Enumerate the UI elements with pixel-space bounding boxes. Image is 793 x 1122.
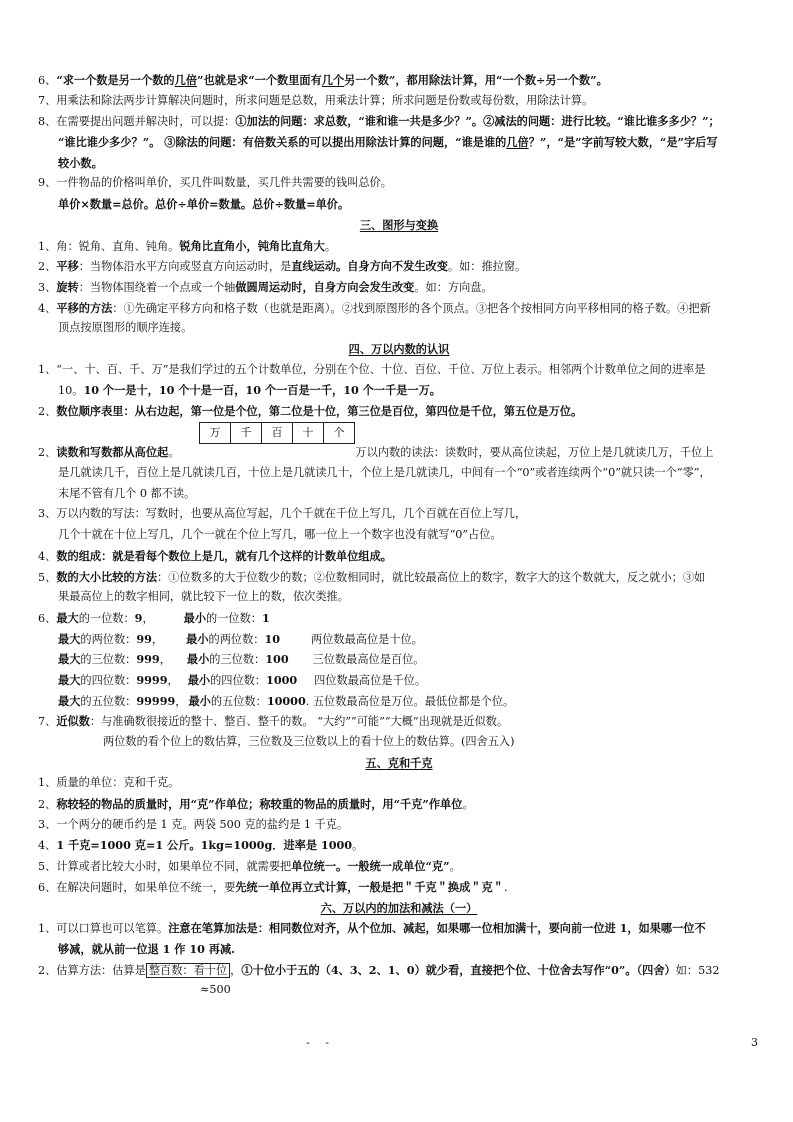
text-line: 单价×数量=总价。总价÷单价=数量。总价÷数量=单价。 [58, 197, 350, 212]
table-cell: 个 [324, 422, 355, 444]
text-line: 1、“一、十、百、千、万”是我们学过的五个计数单位，分别在个位、十位、百位、千位、万位上表示。相邻两个计数单位之间的进率是 [38, 362, 706, 376]
text-line: 1、可以口算也可以笔算。注意在笔算加法是：相同数位对齐，从个位加、减起，如果哪一位相加满十，要向前一位进 1，如果哪一位不 [38, 921, 706, 936]
text-line: 4、平移的方法：①先确定平移方向和格子数（也就是距离）。②找到原图形的各个顶点。③把各个按相同方向平移相同的格子数。④把新 [38, 300, 711, 315]
text-line: 3、万以内数的写法：写数时，也要从高位写起，几个千就在千位上写几，几个百就在百位上写几， [38, 507, 527, 521]
text-line: 2、称较轻的物品的质量时，用“克”作单位；称较重的物品的质量时，用“千克”作单位。 [38, 797, 474, 812]
table-cell: 万 [200, 422, 231, 444]
footer-dashes: - - [306, 1036, 335, 1049]
text-line: 1、角：锐角、直角、钝角。锐角比直角小，钝角比直角大。 [38, 238, 337, 253]
text-line: 2、读数和写数都从高位起。 万以内数的读法：读数时，要从高位读起，万位上是几就读几万，千位上 [38, 445, 714, 460]
place-value-table-row [38, 422, 760, 443]
text-line: 4、1 千克=1000 克=1 公斤。1kg=1000g．进率是 1000。 [38, 838, 364, 853]
text-line: 最大的两位数：99， 最小的两位数：10 两位数最高位是十位。 [58, 631, 423, 646]
text-line: 5、计算或者比较大小时，如果单位不同，就需要把单位统一。一般统一成单位“克”。 [38, 859, 461, 874]
text-line: 几个十就在十位上写几，几个一就在个位上写几，哪一位上一个数字也没有就写“0”占位。 [58, 528, 502, 542]
text-line: 9、一件物品的价格叫单价，买几件叫数量，买几件共需要的钱叫总价。 [38, 176, 392, 190]
table-cell: 千 [231, 422, 262, 444]
text-line: 6、“求一个数是另一个数的几倍”也就是求“一个数里面有几个另一个数”，都用除法计算，用“一个数÷另一个数”。 [38, 73, 608, 87]
text-line: 8、在需要提出问题并解决时，可以提：①加法的问题：求总数，“谁和谁一共是多少？”。②减法的问题：进行比较。“谁比谁多多少？”； [38, 114, 720, 129]
text-line: 两位数的看个位上的数估算，三位数及三位数以上的看十位上的数估算。(四舍五入) [103, 735, 515, 748]
section-heading: 六、万以内的加法和减法（一） [320, 900, 478, 915]
boxed-text: 整百数：看十位 [146, 963, 230, 978]
text-line: 6、最大的一位数：9， 最小的一位数：1 [38, 610, 270, 625]
text-line: 7、近似数：与准确数很接近的整十、整百、整千的数。 “大约”“可能”“大概”出现就是近似数。 [38, 714, 509, 729]
text-line: 是几就读几千，百位上是几就读几百，十位上是几就读几十，个位上是几就读几，中间有一个“0”或者连续两个“0”就只读一个“零”， [58, 466, 711, 480]
text-line: 最大的三位数：999， 最小的三位数：100 三位数最高位是百位。 [58, 652, 425, 667]
text-line: 2、平移：当物体沿水平方向或竖直方向运动时，是直线运动。自身方向不发生改变。如：推拉窗。 [38, 259, 527, 274]
text-line: “谁比谁少多少？”。 ③除法的问题：有倍数关系的可以提出用除法计算的问题，“谁是谁的几倍？”，“是”字前写较大数，“是”字后写 [58, 135, 718, 150]
text-line: 末尾不管有几个 0 都不读。 [58, 486, 196, 500]
section-heading: 四、万以内数的认识 [348, 341, 450, 356]
section-heading: 三、图形与变换 [359, 217, 439, 232]
text-line: 果最高位上的数字相同，就比较下一位上的数，依次类推。 [58, 590, 349, 604]
section-heading: 五、克和千克 [365, 755, 433, 770]
text-line: 最大的四位数：9999， 最小的四位数：1000 四位数最高位是千位。 [58, 672, 427, 687]
text-line: 3、一个两分的硬币约是 1 克。两袋 500 克的盐约是 1 千克。 [38, 817, 349, 831]
text-line: 10。10 个一是十，10 个十是一百，10 个一百是一千，10 个一千是一万。 [58, 383, 441, 398]
text-line: 7、用乘法和除法两步计算解决问题时，所求问题是总数，用乘法计算；所求问题是份数或每份数，用除法计算。 [38, 93, 594, 107]
text-line: 6、在解决问题时，如果单位不统一，要先统一单位再立式计算，一般是把＂千克＂换成＂克＂. [38, 879, 508, 894]
text-line: 2、估算方法：估算是 整百数：看十位 ，①十位小于五的（4、3、2、1、0）就少看，直接把个位、十位舍去写作“0”。（四舍）如：532 [38, 962, 720, 977]
text-line: 4、数的组成：就是看每个数位上是几，就有几个这样的计数单位组成。 [38, 548, 392, 563]
text-line: 最大的五位数：99999， 最小的五位数：10000. 五位数最高位是万位。最低位都是个位。 [58, 693, 515, 708]
text-line: 顶点按原图形的顺序连接。 [58, 321, 193, 335]
place-value-table [199, 422, 355, 445]
text-line: ≈500 [200, 983, 231, 997]
table-cell: 百 [262, 422, 293, 444]
page-number: 3 [751, 1036, 758, 1049]
table-cell: 十 [293, 422, 324, 444]
text-line: 3、旋转：当物体围绕着一个点或一个轴做圆周运动时，自身方向会发生改变。如：方向盘。 [38, 279, 493, 294]
text-line: 2、数位顺序表里：从右边起，第一位是个位，第二位是十位，第三位是百位，第四位是千位，第五位是万位。 [38, 404, 583, 418]
page-content [38, 70, 760, 1001]
text-line: 1、质量的单位：克和千克。 [38, 776, 180, 790]
text-line: 5、数的大小比较的方法：①位数多的大于位数少的数；②位数相同时，就比较最高位上的数字，数字大的这个数就大，反之就小；③如 [38, 569, 706, 584]
text-line: 较小数。 [58, 155, 103, 170]
text-line: 够减，就从前一位退 1 作 10 再减. [58, 941, 236, 956]
